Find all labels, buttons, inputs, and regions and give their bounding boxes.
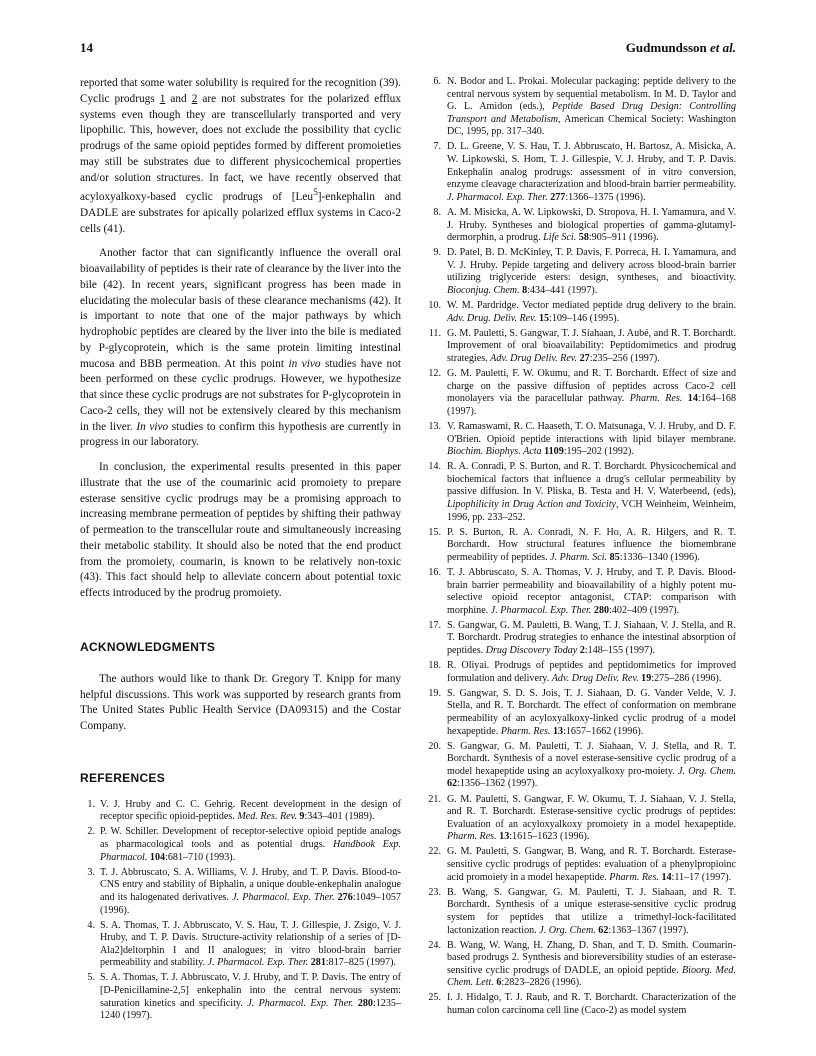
reference-text: R. Oliyai. Prodrugs of peptides and peptidomimetics for improved formulation and delivery. Adv. Drug Deliv. Rev. 19:275–286 (1996).	[447, 660, 736, 684]
text-run-b: 280	[357, 997, 373, 1009]
text-run-i: Pharm. Res.	[447, 831, 497, 843]
reference-number: 12.	[428, 368, 441, 380]
text-run-sup: 5	[313, 188, 318, 199]
reference-item	[424, 940, 736, 990]
text-run-b: 276	[337, 891, 353, 903]
reference-item	[424, 461, 736, 524]
body-paragraph-1: reported that some water solubility is required for the recognition (39). Cyclic prodrugs 1 and 2 are not substrates for the polarized efflux systems even though they are transcellularly transported and very lipophilic. This, however, does not exclude the possibility that cyclic prodrugs of the same opioid peptides formed by different promoieties may still be substrates due to different physicochemical properties and/or solution structures. In fact, we have recently observed that acyloxyalkoxy-based cyclic prodrugs of [Leu$^5$]-enkephalin and DADLE are substrates for apically polarized efflux systems in Caco-2 cells (41).	[80, 77, 401, 235]
reference-item	[424, 741, 736, 791]
reference-number: 20.	[428, 740, 441, 752]
reference-text: B. Wang, S. Gangwar, G. M. Pauletti, T. J. Siahaan, and R. T. Borchardt. Synthesis of a unique esterase-sensitive cyclic prodrug system for peptides that utilize a trimethyl-lock-facilitated lactonization reaction. J. Org. Chem. 62:1363–1367 (1997).	[447, 886, 736, 936]
reference-number: 23.	[428, 886, 441, 898]
reference-number: 3.	[87, 866, 95, 878]
reference-list-right	[424, 76, 736, 1018]
text-run-i: Med. Res. Rev.	[237, 811, 297, 823]
reference-text: D. Patel, B. D. McKinley, T. P. Davis, F. Porreca, H. I. Yamamura, and V. J. Hruby. Pepide targeting and delivery across blood-brain barrier utilizing triglyceride esters: design, syntheses, and bioactivity. Bioconjug. Chem. 8:434–441 (1997).	[447, 247, 736, 296]
reference-item	[424, 421, 736, 459]
text-run-b: 281	[310, 957, 326, 969]
text-run-b: 14	[687, 393, 698, 405]
text-run-b: 9	[299, 811, 305, 823]
acknowledgments-heading: ACKNOWLEDGMENTS	[80, 639, 216, 654]
reference-text: G. M. Pauletti, F. W. Okumu, and R. T. Borchardt. Effect of size and charge on the passive diffusion of peptides across Caco-2 cell monolayers via the paracellular pathway. Pharm. Res. 14:164–168 (1997).	[447, 368, 736, 417]
body-paragraph-2: Another factor that can significantly influence the overall oral bioavailability of peptides is their rate of clearance by the liver into the bile (42). In recent years, significant progress has been made in elucidating the molecular basis of these clearance mechanisms (42). It is important to note that one of the major pathways by which hydrophobic peptides are cleared by the liver into the bile is mediated by P-glycoprotein, which is the same protein limiting intestinal mucosa and BBB permeation. At this point in vivo studies have not been performed on these cyclic prodrugs. However, we hypothesize that since these cyclic prodrugs are not substrates for P-glycoprotein in Caco-2 cells, they will not be extensively cleared by this mechanism in the liver. In vivo studies to confirm this hypothesis are currently in progress in our laboratory.	[80, 247, 401, 449]
reference-number: 1.	[87, 798, 95, 810]
running-head	[626, 40, 736, 56]
text-run-i: Pharm. Res.	[500, 725, 551, 737]
reference-text: T. J. Abbruscato, S. A. Thomas, V. J. Hruby, and T. P. Davis. Blood-brain barrier permeability and bioavailability of a highly potent mu-selective opioid receptor antagonist, CTAP: comparison with morphine. J. Pharmacol. Exp. Ther. 280:402–409 (1997).	[447, 566, 736, 616]
text-run-i: Bioorg. Med. Chem. Lett.	[447, 964, 737, 989]
text-run-i: Life Sci.	[543, 232, 577, 244]
text-run-i: J. Org. Chem.	[539, 924, 596, 936]
reference-number: 6.	[433, 76, 441, 87]
reference-text: S. A. Thomas, T. J. Abbruscato, V. J. Hruby, and T. P. Davis. The entry of [D-Penicillamine-2,5] enkephalin into the central nervous system: saturation kinetics and specificity. J. Pharmacol. Exp. Ther. 280:1235–1240 (1997).	[100, 972, 401, 1022]
reference-number: 7.	[433, 141, 441, 153]
text-run-b: 85	[609, 551, 620, 563]
text-run-b: 15	[538, 312, 550, 324]
reference-number: 8.	[433, 206, 441, 218]
reference-item	[424, 368, 736, 418]
text-run-i: J. Pharmacol. Exp. Ther.	[490, 604, 592, 616]
reference-text: S. Gangwar, G. M. Pauletti, B. Wang, T. J. Siahaan, V. J. Stella, and R. T. Borchardt. Prodrug strategies to enhance the intestinal absorption of peptides. Drug Discovery Today 2:148–155 (1997).	[447, 619, 736, 657]
reference-item	[424, 141, 736, 204]
reference-text: V. Ramaswami, R. C. Haaseth, T. O. Matsunaga, V. J. Hruby, and D. F. O'Brien. Opioid peptide interactions with lipid bilayer membrane. Biochim. Biophys. Acta 1109:195–202 (1992).	[447, 420, 736, 458]
text-run-b: 6	[496, 977, 502, 989]
reference-number: 5.	[87, 972, 95, 984]
acknowledgments-text: The authors would like to thank Dr. Gregory T. Knipp for many helpful discussions. This work was supported by research grants from The United States Public Health Service (DA09315) and the Costar Company.	[80, 672, 401, 733]
body-paragraph-3: In conclusion, the experimental results presented in this paper illustrate that the use of the coumarinic acid promoiety to prepare esterase sensitive cyclic prodrugs may be a promising approach to increasing membrane permeation of peptides by shifting their pathway of permeation to the transcellular route and simultaneously increasing their metabolic stability. It should also be noted that the end product from the promoiety, coumarin, is known to be relatively non-toxic (43). This fact should help to alleviate concern about potential toxic effects introduced by the prodrug promoiety.	[80, 461, 401, 600]
text-run-i: Pharm. Res.	[629, 393, 683, 405]
reference-number: 11.	[428, 327, 441, 339]
reference-number: 22.	[428, 846, 441, 858]
reference-item	[424, 567, 736, 617]
text-run-i: In vivo	[136, 420, 169, 433]
reference-text: N. Bodor and L. Prokai. Molecular packaging: peptide delivery to the central nervous system by sequential metabolism. In M. D. Taylor and G. L. Amidon (eds.), Peptide Based Drug Design: Controlling Transport and Metabolism, American Chemical Society: Washington DC, 1995, pp. 317–340.	[447, 76, 736, 138]
reference-text: I. J. Hidalgo, T. J. Raub, and R. T. Borchardt. Characterization of the human colon carcinoma cell line (Caco-2) as model system	[447, 992, 736, 1017]
reference-item	[424, 992, 736, 1017]
text-run-b: 58	[578, 232, 589, 244]
text-run-i: Biochim. Biophys. Acta	[447, 446, 542, 458]
text-run-b: 27	[579, 352, 590, 364]
reference-item	[80, 972, 401, 1022]
reference-number: 14.	[428, 461, 441, 473]
right-column	[424, 76, 736, 1020]
reference-list-left	[80, 799, 401, 1023]
reference-item	[424, 620, 736, 658]
text-run-b: 1109	[544, 446, 564, 458]
text-run-i: J. Pharmacol. Exp. Ther.	[207, 957, 309, 969]
text-run-i: J. Pharmacol. Exp. Ther.	[232, 891, 335, 903]
reference-number: 17.	[428, 619, 441, 631]
reference-item	[424, 76, 736, 139]
page-number: 14	[80, 40, 93, 55]
text-run-i: in vivo	[288, 357, 321, 370]
reference-number: 18.	[428, 660, 441, 672]
reference-number: 15.	[428, 526, 441, 538]
reference-item	[80, 867, 401, 917]
reference-text: G. M. Pauletti, S. Gangwar, F. W. Okumu, T. J. Siahaan, V. J. Stella, and R. T. Borchardt. Esterase-sensitive cyclic prodrugs of peptides: Evaluation of an acyloxyalkoxy promoiety in a model hexapeptide. Pharm. Res. 13:1615–1623 (1996).	[447, 793, 736, 843]
text-run-i: J. Org. Chem.	[678, 765, 736, 777]
text-run-i: Drug Discovery Today	[485, 645, 578, 657]
reference-item	[424, 846, 736, 884]
reference-item	[424, 887, 736, 937]
text-run-i: Bioconjug. Chem.	[447, 285, 520, 296]
reference-text: S. Gangwar, G. M. Pauletti, T. J. Siahaan, V. J. Stella, and R. T. Borchardt. Synthesis of a novel esterase-sensitive cyclic prodrug of a model hexapeptide using an acyloxyalkoxy pro-moiety. J. Org. Chem. 62:1356–1362 (1997).	[447, 740, 736, 790]
reference-text: V. J. Hruby and C. C. Gehrig. Recent development in the design of receptor specific opioid-peptides. Med. Res. Rev. 9:343–401 (1989).	[100, 798, 401, 823]
text-run-b: 277	[550, 191, 566, 203]
reference-item	[424, 660, 736, 685]
reference-item	[424, 794, 736, 844]
text-run-b: 14	[661, 871, 672, 883]
reference-text: T. J. Abbruscato, S. A. Williams, V. J. Hruby, and T. P. Davis. Blood-to-CNS entry and stability of Biphalin, a unique double-enkephalin analogue and its halogenated derivatives. J. Pharmacol. Exp. Ther. 276:1049–1057 (1996).	[100, 866, 401, 916]
reference-text: P. W. Schiller. Development of receptor-selective opioid peptide analogs as pharmacological tools and as potential drugs. Handbook Exp. Pharmacol. 104:681–710 (1993).	[100, 826, 402, 863]
reference-number: 4.	[87, 919, 95, 931]
references-heading: REFERENCES	[80, 770, 166, 785]
text-run-i: Handbook Exp. Pharmacol.	[100, 839, 402, 863]
reference-number: 25.	[428, 992, 441, 1004]
reference-text: S. Gangwar, S. D. S. Jois, T. J. Siahaan, D. G. Vander Velde, V. J. Stella, and R. T. Borchardt. The effect of conformation on membrane permeability of an acyloxyalkoxy-linked cyclic prodrug of a model hexapeptide. Pharm. Res. 13:1657–1662 (1996).	[447, 687, 736, 737]
text-run-i: Pharm. Res.	[609, 871, 659, 883]
reference-text: W. M. Pardridge. Vector mediated peptide drug delivery to the brain. Adv. Drug. Deliv. Rev. 15:109–146 (1995).	[447, 300, 736, 324]
text-run-i: J. Pharmacol. Exp. Ther.	[447, 191, 548, 203]
left-column	[80, 76, 401, 1025]
reference-number: 10.	[428, 300, 441, 312]
text-run-b: 13	[552, 725, 564, 737]
text-run-b: 2	[579, 645, 585, 657]
reference-text: R. A. Conradi, P. S. Burton, and R. T. Borchardt. Physicochemical and biochemical factors that influence a drug's cellular permeability by passive diffusion. In V. Pliska, B. Testa and H. V. Waterbeend, (eds), Lipophilicity in Drug Action and Toxicity, VCH Weinheim, Weinheim, 1996, pp. 233–252.	[447, 461, 737, 523]
text-run-b: 104	[149, 851, 166, 863]
reference-text: B. Wang, W. Wang, H. Zhang, D. Shan, and T. D. Smith. Coumarin-based prodrugs 2. Synthesis and bioreversibility studies of an esterase-sensitive cyclic prodrugs of DADLE, an opioid peptide. Bioorg. Med. Chem. Lett. 6:2823–2826 (1996).	[447, 939, 737, 989]
text-run-i: J. Pharm. Sci.	[550, 551, 608, 563]
running-head-suffix: et al.	[710, 40, 736, 55]
reference-number: 21.	[428, 793, 441, 805]
text-run-b: 19	[641, 672, 652, 684]
text-run-b: 62	[598, 924, 609, 936]
page-header	[80, 40, 736, 60]
reference-text: S. A. Thomas, T. J. Abbruscato, V. S. Hau, T. J. Gillespie, J. Zsigo, V. J. Hruby, and T. P. Davis. Structure-activity relationship of a series of [D- Ala2]deltorphin I and II analogues; in vitro blood-brain barrier permeability and stability. J. Pharmacol. Exp. Ther. 281:817–825 (1997).	[100, 919, 401, 969]
running-head-author: Gudmundsson	[625, 40, 707, 55]
reference-item	[80, 920, 401, 970]
text-run-b: 62	[447, 778, 458, 790]
reference-text: P. S. Burton, R. A. Conradi, N. F. Ho, A. R. Hilgers, and R. T. Borchardt. How structural features influence the biomembrane permeability of peptides. J. Pharm. Sci. 85:1336–1340 (1996).	[447, 526, 736, 563]
text-run-i: Adv. Drug. Deliv. Rev.	[447, 312, 537, 324]
text-run-b: 280	[593, 604, 610, 616]
text-run-b: 13	[499, 831, 510, 843]
text-run-i: Lipophilicity in Drug Action and Toxicity	[447, 499, 616, 510]
reference-item	[80, 826, 401, 864]
reference-number: 16.	[428, 566, 441, 578]
reference-item	[424, 328, 736, 366]
text-run-b: 8	[522, 285, 528, 296]
reference-text: G. M. Pauletti, S. Gangwar, T. J. Siahaan, J. Aubé, and R. T. Borchardt. Improvement of oral bioavailability: Peptidomimetics and prodrug strategies. Adv. Drug Deliv. Rev. 27:235–256 (1997).	[447, 327, 736, 364]
reference-item	[424, 300, 736, 325]
reference-number: 19.	[428, 687, 441, 699]
text-run-u: 1	[159, 92, 166, 105]
reference-text: A. M. Misicka, A. W. Lipkowski, D. Stropova, H. I. Yamamura, and V. J. Hruby. Syntheses and biological properties of gamma-glutamyl-dermorphin, a prodrug. Life Sci. 58:905–911 (1996).	[447, 206, 736, 244]
text-run-i: Adv. Drug Deliv. Rev.	[490, 352, 578, 364]
reference-text: G. M. Pauletti, S. Gangwar, B. Wang, and R. T. Borchardt. Esterase-sensitive cyclic prodrugs of peptides: evaluation of a phenylpropioinc acid promoiety in a model hexapeptide. Pharm. Res. 14:11–17 (1997).	[447, 846, 736, 883]
reference-item	[80, 799, 401, 824]
reference-item	[424, 688, 736, 738]
text-run-i: J. Pharmacol. Exp. Ther.	[247, 997, 354, 1009]
reference-number: 2.	[87, 826, 95, 838]
text-run-i: Adv. Drug Deliv. Rev.	[551, 672, 639, 684]
reference-number: 24.	[428, 939, 441, 951]
reference-item	[424, 247, 736, 297]
text-run-i: Peptide Based Drug Design: Controlling Transport and Metabolism	[447, 101, 736, 125]
reference-number: 9.	[433, 247, 441, 259]
reference-text: D. L. Greene, V. S. Hau, T. J. Abbruscato, H. Bartosz, A. Misicka, A. W. Lipkowski, S. Hom, T. J. Gillespie, V. J. Hruby, and T. P. Davis. Enkephalin analog prodrugs: assessment of in vitro conversion, enzyme cleavage characterization and blood-brain barrier permeability. J. Pharmacol. Exp. Ther. 277:1366–1375 (1996).	[447, 141, 736, 203]
reference-item	[424, 207, 736, 245]
reference-number: 13.	[428, 420, 441, 432]
text-run-u: 2	[191, 92, 198, 105]
reference-item	[424, 527, 736, 565]
